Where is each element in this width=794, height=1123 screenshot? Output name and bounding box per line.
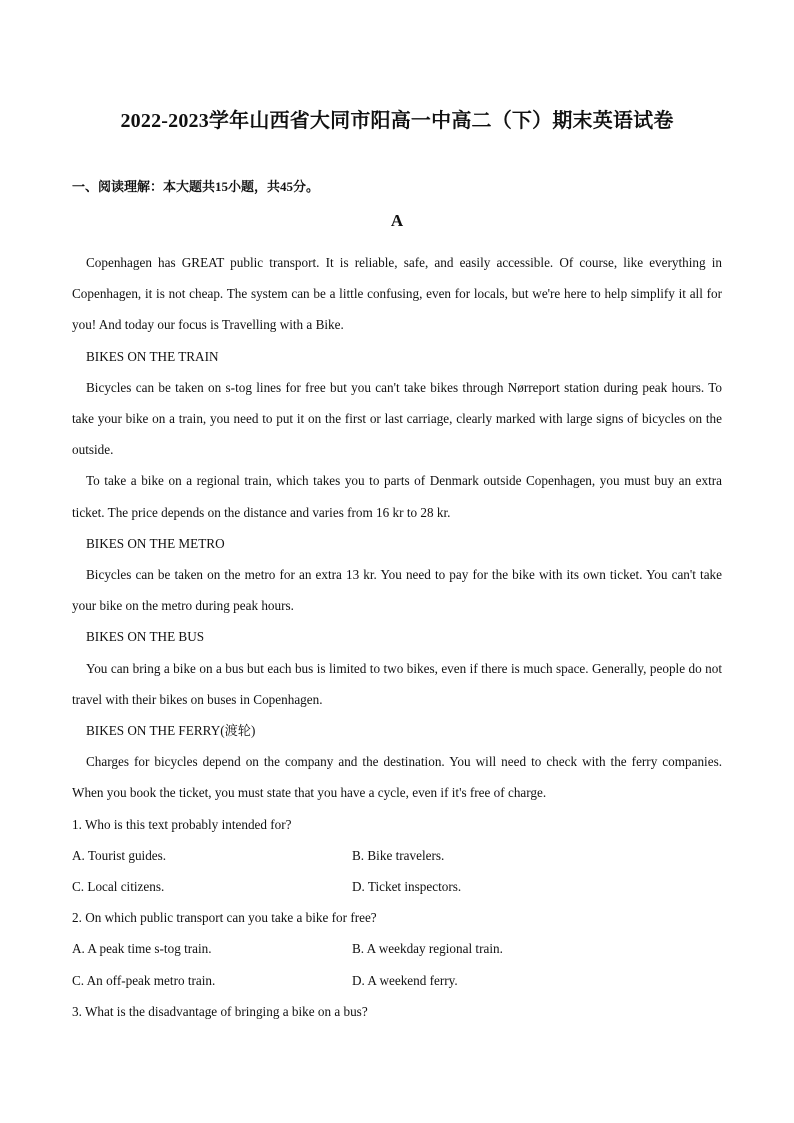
question-stem: 1. Who is this text probably intended for? bbox=[72, 816, 292, 832]
option-a: A. A peak time s-tog train. bbox=[72, 941, 212, 957]
option-c: C. Local citizens. bbox=[72, 879, 165, 895]
option-b: B. A weekday regional train. bbox=[352, 941, 503, 957]
paragraph-metro: Bicycles can be taken on the metro for an extra 13 kr. You need to pay for the bike with its own ticket. You can't take your bike on the metro during peak hours. bbox=[72, 567, 722, 614]
exam-title: 2022-2023学年山西省大同市阳高一中高二（下）期末英语试卷 bbox=[120, 110, 674, 132]
option-d: D. Ticket inspectors. bbox=[352, 879, 462, 895]
question-1 bbox=[72, 809, 722, 903]
option-d: D. A weekend ferry. bbox=[352, 972, 458, 988]
option-row bbox=[72, 871, 722, 902]
section-header: 一、阅读理解：本大题共15小题，共45分。 bbox=[72, 179, 320, 194]
passage-body bbox=[72, 247, 722, 1027]
paragraph-intro: Copenhagen has GREAT public transport. It is reliable, safe, and easily accessible. Of course, like everything in Copenhagen, it is not cheap. The system can be a little confusing, even for locals, but we're here to help simplify it all for you! And today our focus is Travelling with a Bike. bbox=[72, 255, 722, 333]
question-3 bbox=[72, 996, 722, 1027]
paragraph-bus: You can bring a bike on a bus but each bus is limited to two bikes, even if there is much space. Generally, people do not travel with their bikes on buses in Copenhagen. bbox=[72, 660, 722, 707]
option-row bbox=[72, 840, 722, 871]
question-stem: 2. On which public transport can you take a bike for free? bbox=[72, 910, 377, 926]
paragraph-ferry: Charges for bicycles depend on the company and the destination. You will need to check with the ferry companies. When you book the ticket, you must state that you have a cycle, even if it's free of charge. bbox=[72, 754, 722, 801]
paragraph-train-regional: To take a bike on a regional train, which takes you to parts of Denmark outside Copenhagen, you must buy an extra ticket. The price depends on the distance and varies from 16 kr to 28 kr. bbox=[72, 473, 722, 520]
option-row bbox=[72, 965, 722, 996]
passage-label: A bbox=[390, 211, 404, 230]
option-a: A. Tourist guides. bbox=[72, 847, 167, 863]
option-b: B. Bike travelers. bbox=[352, 847, 445, 863]
heading-train: BIKES ON THE TRAIN bbox=[86, 348, 219, 364]
question-2 bbox=[72, 902, 722, 996]
heading-ferry: BIKES ON THE FERRY(渡轮) bbox=[86, 723, 256, 739]
paragraph-train-stog: Bicycles can be taken on s-tog lines for free but you can't take bikes through Nørreport station during peak hours. To take your bike on a train, you need to put it on the first or last carriage, clearly marked with large signs of bicycles on the outside. bbox=[72, 379, 722, 458]
option-c: C. An off-peak metro train. bbox=[72, 972, 216, 988]
heading-bus: BIKES ON THE BUS bbox=[86, 629, 205, 645]
option-row bbox=[72, 933, 722, 964]
heading-metro: BIKES ON THE METRO bbox=[86, 535, 225, 551]
question-stem: 3. What is the disadvantage of bringing a bike on a bus? bbox=[72, 1003, 368, 1019]
